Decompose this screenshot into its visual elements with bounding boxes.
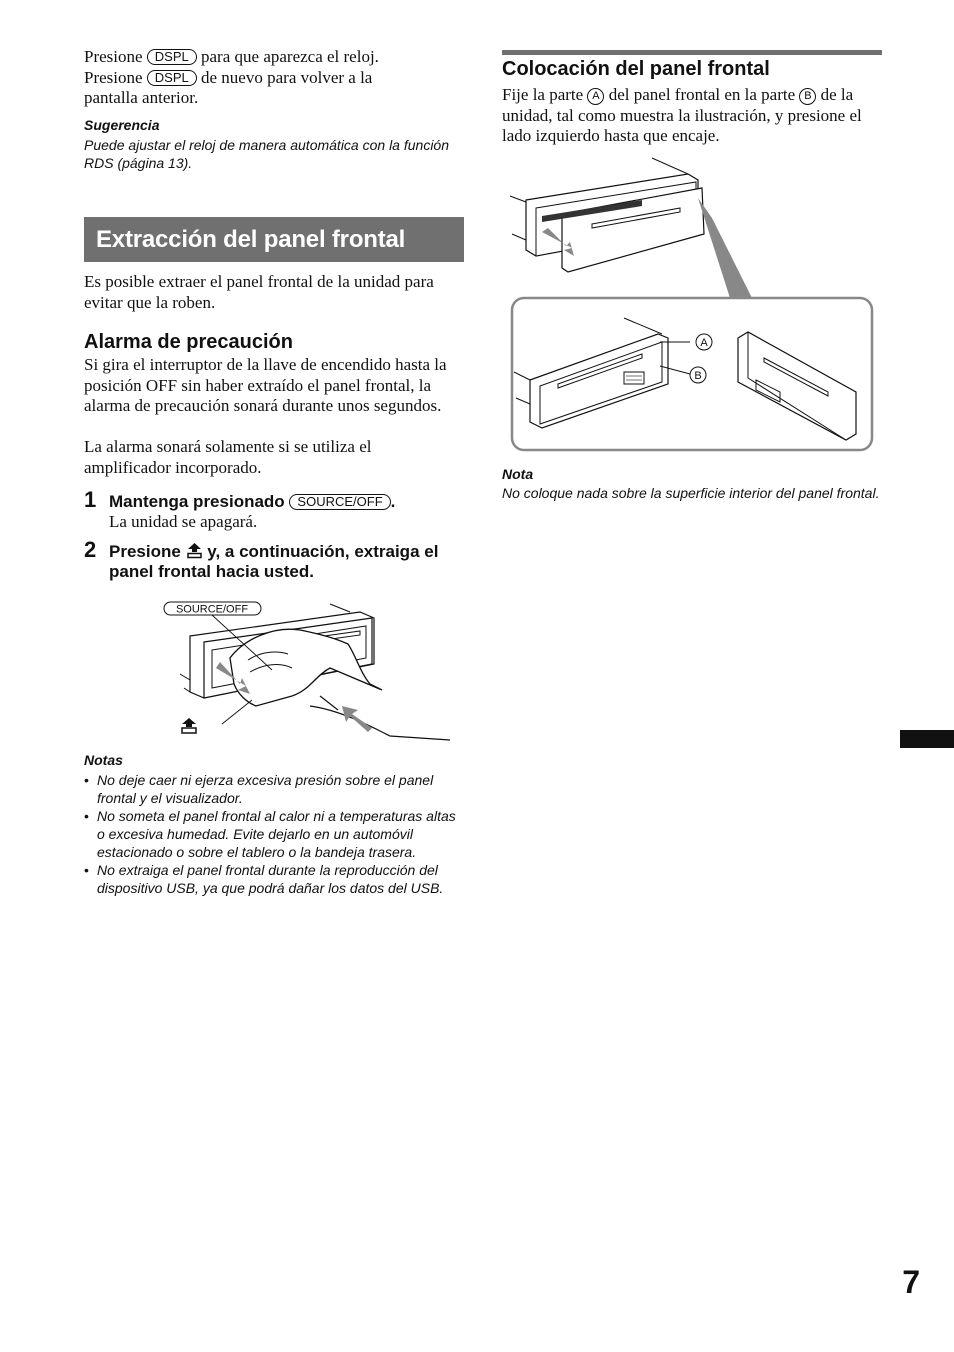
tip-text: Puede ajustar el reloj de manera automática con la función RDS (página 13). (84, 137, 449, 171)
alarm-text-2: La alarma sonará solamente si se utiliza el amplificador incorporado. (84, 437, 372, 477)
step-1-number: 1 (84, 487, 97, 512)
attach-text: Fije la parte A del panel frontal en la parte B de la unidad, tal como muestra la ilustración, y presione el lado izquierdo hasta que encaje. (502, 85, 862, 145)
figure-label-source-off: SOURCE/OFF (175, 603, 249, 616)
attach-heading: Colocación del panel frontal (502, 58, 770, 80)
intro-text: Es posible extraer el panel frontal de la unidad para evitar que la roben. (84, 272, 434, 312)
clock-instructions: Presione DSPL para que aparezca el reloj. Presione DSPL de nuevo para volver a la pantalla anterior. (84, 47, 379, 107)
figure-mark-a: A (700, 337, 708, 349)
notes-title: Notas (84, 752, 123, 768)
note-item: • No someta el panel frontal al calor ni a temperaturas altas o excesiva humedad. Evite dejarlo en un automóvil estacionado o sobre el tablero o la bandeja trasera. (84, 807, 464, 861)
dspl-key: DSPL (147, 49, 197, 65)
removal-illustration (160, 598, 460, 744)
note-item: • No deje caer ni ejerza excesiva presión sobre el panel frontal y el visualizador. (84, 771, 464, 807)
section-rule (502, 50, 882, 55)
mark-a-circle: A (587, 88, 604, 105)
page-number: 7 (902, 1264, 920, 1300)
mark-b-circle: B (799, 88, 816, 105)
notes-list (84, 771, 464, 897)
alarm-text-1: Si gira el interruptor de la llave de encendido hasta la posición OFF sin haber extraído el panel frontal, la alarma de precaución sonará durante unos segundos. (84, 355, 447, 415)
source-off-key: SOURCE/OFF (289, 494, 390, 510)
step-2-number: 2 (84, 537, 97, 562)
page-tab-marker (900, 730, 954, 748)
section-banner: Extracción del panel frontal (84, 217, 464, 262)
release-icon (186, 542, 203, 559)
note-item: • No extraiga el panel frontal durante la reproducción del dispositivo USB, ya que podrá dañar los datos del USB. (84, 861, 464, 897)
figure-mark-b: B (694, 370, 702, 382)
note-title: Nota (502, 466, 534, 482)
attach-illustration (502, 152, 882, 454)
tip-title: Sugerencia (84, 117, 160, 133)
dspl-key-2: DSPL (147, 70, 197, 86)
note-text: No coloque nada sobre la superficie interior del panel frontal. (502, 485, 880, 501)
alarm-heading: Alarma de precaución (84, 331, 293, 353)
step-1-sub: La unidad se apagará. (109, 512, 258, 531)
